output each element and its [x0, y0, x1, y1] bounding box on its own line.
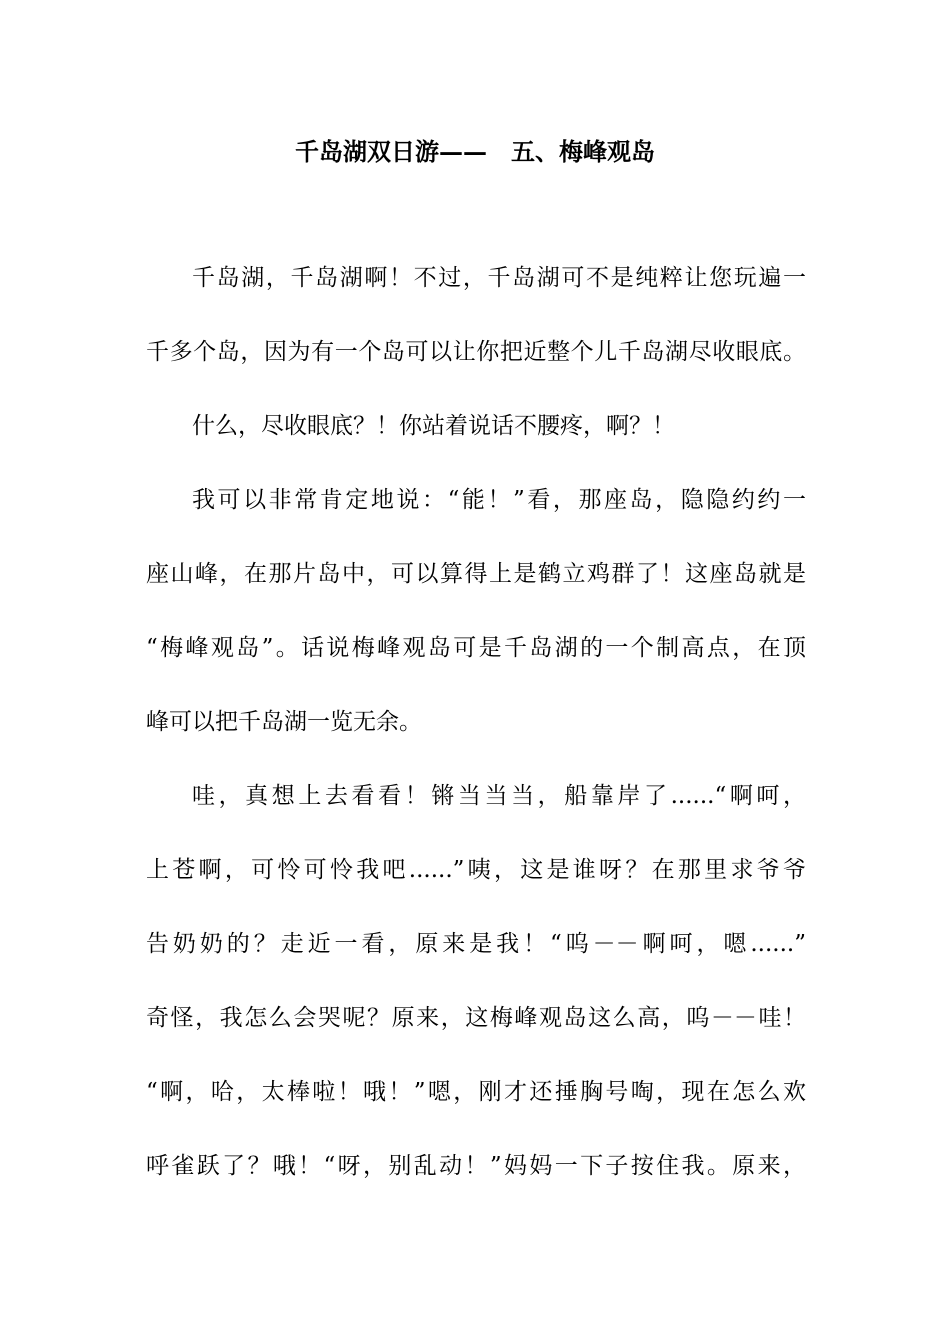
paragraph-3-line-4: 峰可以把千岛湖一览无余。	[146, 709, 422, 735]
paragraph-4-line-6: 呼雀跃了？哦！“呀，别乱动！”妈妈一下子按住我。原来，	[146, 1153, 806, 1179]
paragraph-1-line-1: 千岛湖，千岛湖啊！不过，千岛湖可不是纯粹让您玩遍一	[192, 265, 806, 291]
paragraph-3-line-3: “梅峰观岛”。话说梅峰观岛可是千岛湖的一个制高点，在顶	[146, 635, 806, 661]
paragraph-4-line-1: 哇，真想上去看看！锵当当当，船靠岸了......“啊呵，	[192, 783, 806, 809]
paragraph-3-line-1: 我可以非常肯定地说：“能！”看，那座岛，隐隐约约一	[192, 487, 806, 513]
paragraph-4-line-3: 告奶奶的？走近一看，原来是我！“呜－－啊呵，嗯......”	[146, 931, 806, 957]
document-title: 千岛湖双日游—— 五、梅峰观岛	[295, 137, 655, 166]
paragraph-4-line-4: 奇怪，我怎么会哭呢？原来，这梅峰观岛这么高，呜－－哇！	[146, 1005, 806, 1031]
paragraph-4-line-2: 上苍啊，可怜可怜我吧......”咦，这是谁呀？在那里求爷爷	[146, 857, 806, 883]
paragraph-1-line-2: 千多个岛，因为有一个岛可以让你把近整个儿千岛湖尽收眼底。	[146, 339, 806, 365]
paragraph-2-line-1: 什么，尽收眼底？！你站着说话不腰疼，啊？！	[192, 413, 675, 439]
paragraph-3-line-2: 座山峰，在那片岛中，可以算得上是鹤立鸡群了！这座岛就是	[146, 561, 806, 587]
paragraph-4-line-5: “啊，哈，太棒啦！哦！”嗯，刚才还捶胸号啕，现在怎么欢	[146, 1079, 806, 1105]
